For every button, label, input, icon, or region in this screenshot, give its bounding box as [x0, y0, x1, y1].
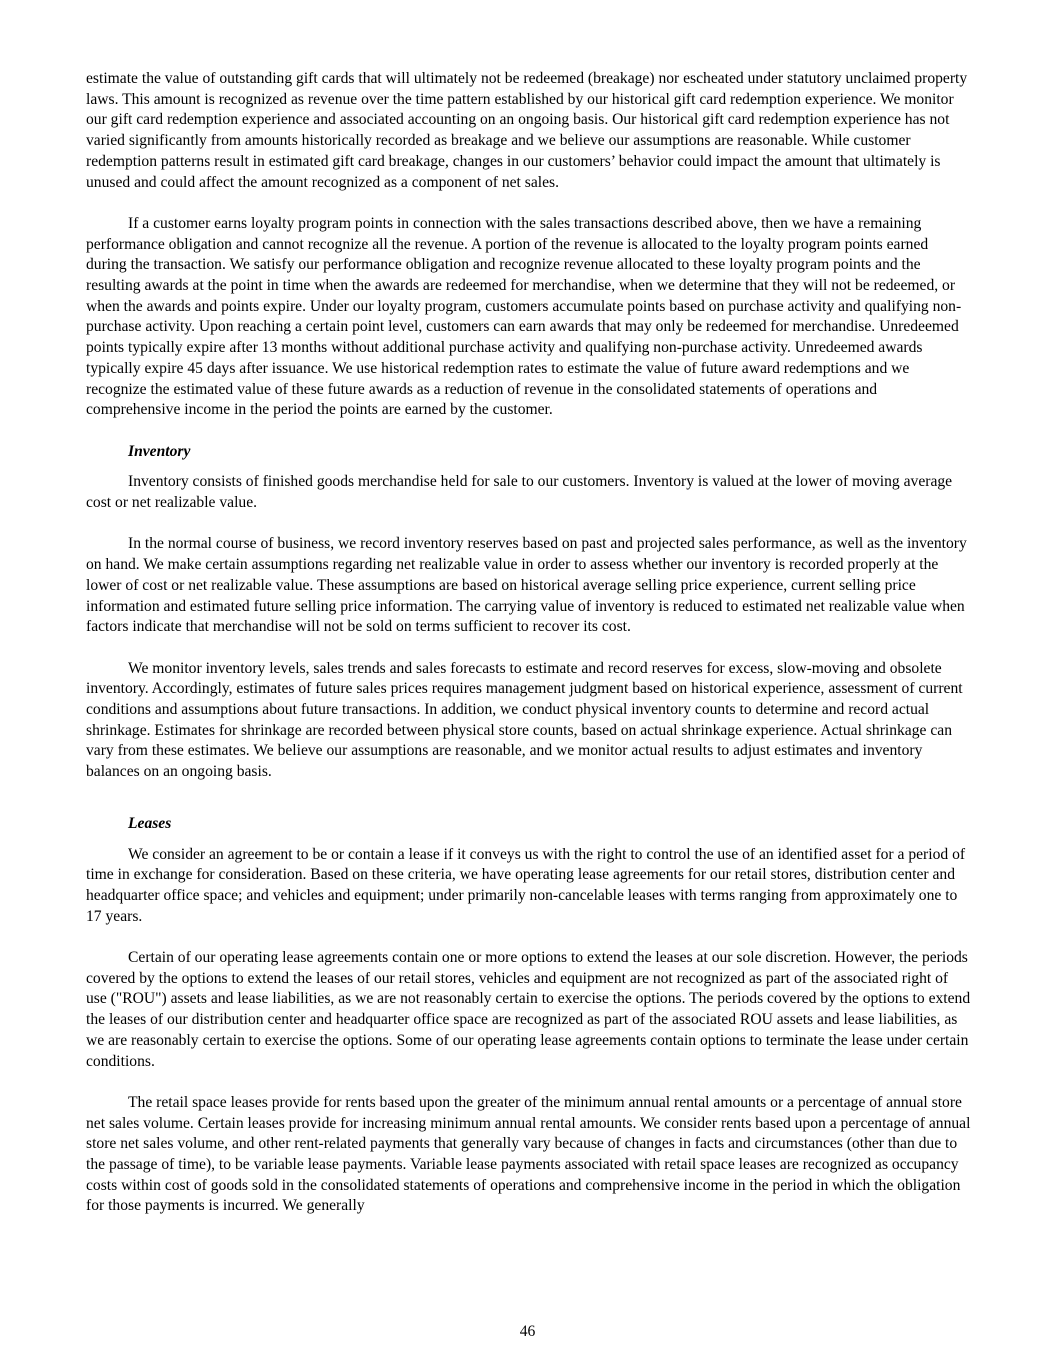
paragraph-inventory-reserves: In the normal course of business, we record inventory reserves based on past and projected sales performance, as well as the inventory on hand. We make certain assumptions regarding net realizable value in order to assess whether our inventory is recorded properly at the lower of cost or net realizable value. These assumptions are based on historical average selling price experience, current selling price information and estimated future selling price information. The carrying value of inventory is reduced to estimated net realizable value when factors indicate that merchandise will not be sold on terms sufficient to recover its cost.	[86, 535, 967, 636]
paragraph-gift-card-breakage: estimate the value of outstanding gift cards that will ultimately not be redeemed (breakage) nor escheated under statutory unclaimed property laws. This amount is recognized as revenue over the time pattern established by our historical gift card redemption experience. We monitor our gift card redemption experience and associated accounting on an ongoing basis. Our historical gift card redemption experience has not varied significantly from amounts historically recorded as breakage and we believe our assumptions are reasonable. While customer redemption patterns result in estimated gift card breakage, changes in our customers’ behavior could impact the amount that ultimately is unused and could affect the amount recognized as a component of net sales.	[86, 70, 968, 191]
section-heading-leases: Leases	[128, 814, 172, 832]
paragraph-loyalty-program: If a customer earns loyalty program points in connection with the sales transactions described above, then we have a remaining performance obligation and cannot recognize all the revenue. A portion of the revenue is allocated to the loyalty program points earned during the transaction. We satisfy our performance obligation and recognize revenue allocated to these loyalty program points and the resulting awards at the point in time when the awards are redeemed for merchandise, when we determine that they will not be redeemed, or when the awards and points expire. Under our loyalty program, customers accumulate points based on purchase activity and qualifying non-purchase activity. Upon reaching a certain point level, customers can earn awards that may only be redeemed for merchandise. Unredeemed points typically expire after 13 months without additional purchase activity and qualifying non-purchase activity. Unredeemed awards typically expire 45 days after issuance. We use historical redemption rates to estimate the value of future award redemptions and we recognize the estimated value of these future awards as a reduction of revenue in the consolidated statements of operations and comprehensive income in the period the points are earned by the customer.	[86, 214, 962, 419]
paragraph-leases-options: Certain of our operating lease agreements contain one or more options to extend the leases at our sole discretion. However, the periods covered by the options to extend the leases of our retail stores, vehicles and equipment are not recognized as part of the associated right of use ("ROU") assets and lease liabilities, as we are not reasonably certain to exercise the options. The periods covered by the options to extend the leases of our distribution center and headquarter office space are recognized as part of the associated ROU assets and lease liabilities, as we are reasonably certain to exercise the options. Some of our operating lease agreements contain options to terminate the lease under certain conditions.	[86, 949, 971, 1070]
document-body	[86, 69, 972, 1238]
paragraph-inventory-monitoring: We monitor inventory levels, sales trends and sales forecasts to estimate and record reserves for excess, slow-moving and obsolete inventory. Accordingly, estimates of future sales prices requires management judgment based on historical experience, assessment of current conditions and assumptions about future transactions. In addition, we conduct physical inventory counts to determine and record actual shrinkage. Estimates for shrinkage are recorded between physical store counts, based on actual shrinkage experience. Actual shrinkage can vary from these estimates. We believe our assumptions are reasonable, and we monitor actual results to adjust estimates and inventory balances on an ongoing basis.	[86, 659, 963, 781]
paragraph-leases-definition: We consider an agreement to be or contain a lease if it conveys us with the right to control the use of an identified asset for a period of time in exchange for consideration. Based on these criteria, we have operating lease agreements for our retail stores, distribution center and headquarter office space; and vehicles and equipment; under primarily non-cancelable leases with terms ranging from approximately one to 17 years.	[86, 845, 966, 925]
page-number: 46	[519, 1323, 536, 1340]
paragraph-leases-retail-rents: The retail space leases provide for rents based upon the greater of the minimum annual rental amounts or a percentage of annual store net sales volume. Certain leases provide for increasing minimum annual rental amounts. We consider rents based upon a percentage of annual store net sales volume, and other rent-related payments that generally vary because of changes in facts and circumstances (other than due to the passage of time), to be variable lease payments. Variable lease payments associated with retail space leases are recognized as occupancy costs within cost of goods sold in the consolidated statements of operations and comprehensive income in the period in which the obligation for those payments is incurred. We generally	[86, 1093, 971, 1215]
section-heading-inventory: Inventory	[128, 442, 191, 460]
paragraph-inventory-definition: Inventory consists of finished goods merchandise held for sale to our customers. Inventory is valued at the lower of moving average cost or net realizable value.	[86, 473, 953, 512]
